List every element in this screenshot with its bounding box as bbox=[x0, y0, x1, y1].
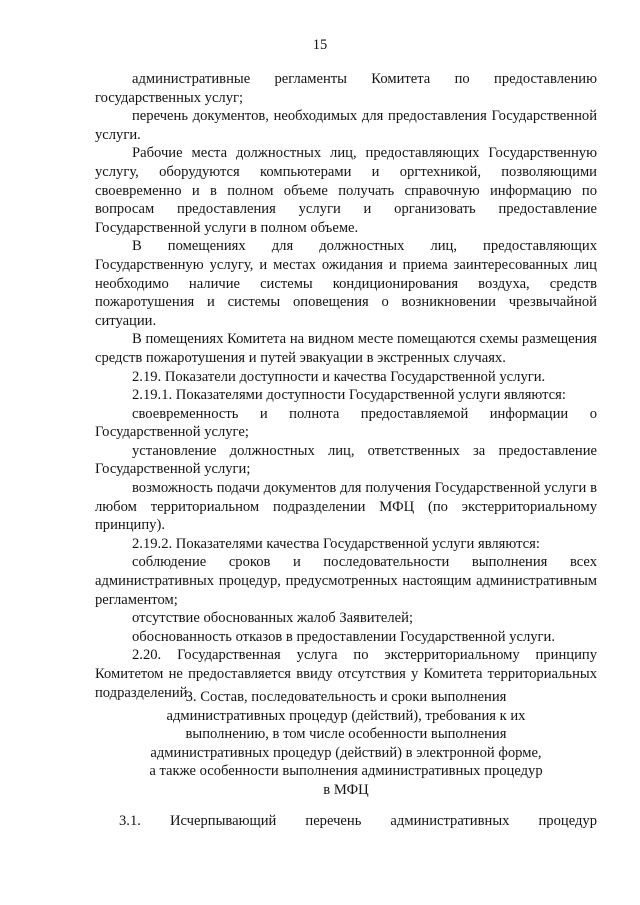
body-text bbox=[95, 70, 597, 702]
paragraph: своевременность и полнота предоставляемой информации о Государственной услуге; bbox=[95, 405, 597, 441]
section-heading bbox=[95, 688, 597, 800]
section-heading-line: административных процедур (действий) в электронной форме, bbox=[150, 744, 542, 761]
paragraph: соблюдение сроков и последовательности выполнения всех административных процедур, предусмотренных настоящим административным регламентом; bbox=[95, 554, 597, 608]
paragraph: возможность подачи документов для получения Государственной услуги в любом территориальном подразделении МФЦ (по экстерриториальному принципу). bbox=[95, 480, 597, 534]
paragraph: обоснованность отказов в предоставлении Государственной услуги. bbox=[132, 628, 555, 645]
section-heading-line: в МФЦ bbox=[323, 781, 369, 798]
paragraph: перечень документов, необходимых для предоставления Государственной услуги. bbox=[95, 108, 597, 143]
section-heading-line: а также особенности выполнения административных процедур bbox=[149, 763, 543, 780]
paragraph: установление должностных лиц, ответственных за предоставление Государственной услуги; bbox=[95, 442, 597, 478]
paragraph: отсутствие обоснованных жалоб Заявителей; bbox=[132, 610, 414, 627]
section-heading-line: административных процедур (действий), требования к их bbox=[166, 707, 526, 724]
paragraph: 2.19.1. Показателями доступности Государственной услуги являются: bbox=[132, 387, 566, 404]
paragraph: 2.19.2. Показателями качества Государственной услуги являются: bbox=[132, 535, 540, 552]
paragraph: В помещениях для должностных лиц, предоставляющих Государственную услугу, и местах ожидания и приема заинтересованных лиц необходимо наличие системы кондиционирования воздуха, средств пожаротушения и системы оповещения о возникновении чрезвычайной ситуации. bbox=[95, 238, 597, 329]
paragraph: 2.20. Государственная услуга по экстерриториальному принципу Комитетом не предоставляется ввиду отсутствия у Комитета территориальных подразделений. bbox=[95, 647, 597, 701]
page-number: 15 bbox=[312, 37, 328, 53]
paragraph: Рабочие места должностных лиц, предоставляющих Государственную услугу, оборудуются компьютерами и оргтехникой, позволяющими своевременно и в полном объеме получать справочную информацию по вопросам предоставления услуги и организовать предоставление Государственной услуги в полном объеме. bbox=[95, 145, 597, 236]
paragraph: административные регламенты Комитета по предоставлению государственных услуг; bbox=[95, 71, 597, 106]
paragraph: В помещениях Комитета на видном месте помещаются схемы размещения средств пожаротушения и путей эвакуации в экстренных случаях. bbox=[95, 331, 597, 366]
section-heading-line: 3. Состав, последовательность и сроки выполнения bbox=[185, 689, 507, 705]
paragraph: 2.19. Показатели доступности и качества Государственной услуги. bbox=[132, 368, 546, 385]
subsection-start: 3.1. Исчерпывающий перечень административных процедур bbox=[119, 813, 597, 829]
section-heading-line: выполнению, в том числе особенности выполнения bbox=[185, 726, 507, 743]
